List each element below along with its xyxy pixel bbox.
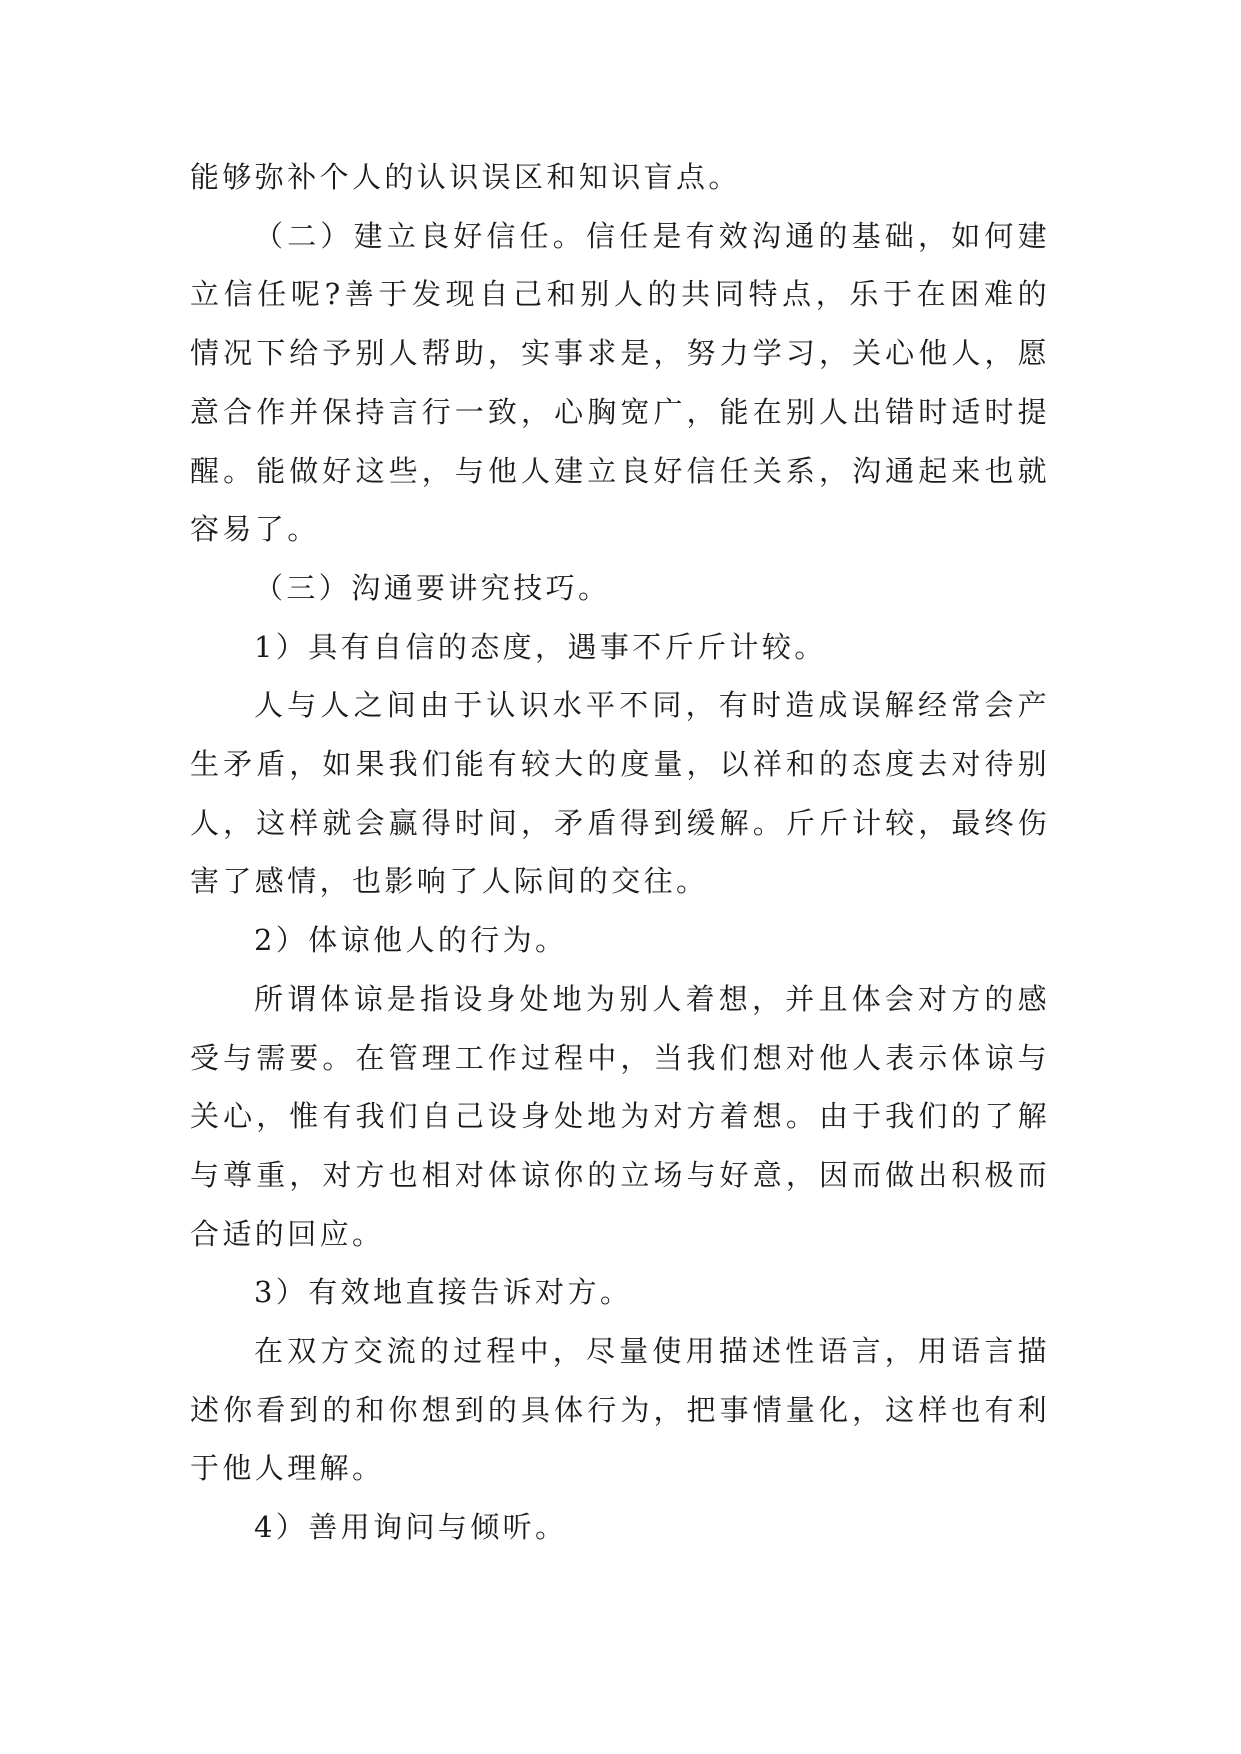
point-2-body: 所谓体谅是指设身处地为别人着想，并且体会对方的感受与需要。在管理工作过程中，当我们想对他人表示体谅与关心，惟有我们自己设身处地为对方着想。由于我们的了解与尊重，对方也相对体谅你的立场与好意，因而做出积极而合适的回应。 bbox=[190, 981, 1050, 1251]
point-3-heading: 3）有效地直接告诉对方。 bbox=[254, 1275, 633, 1310]
section-communication-skills-heading: （三）沟通要讲究技巧。 bbox=[254, 570, 611, 605]
point-4-heading: 4）善用询问与倾听。 bbox=[254, 1510, 568, 1545]
point-3-body: 在双方交流的过程中，尽量使用描述性语言，用语言描述你看到的和你想到的具体行为，把事情量化，这样也有利于他人理解。 bbox=[190, 1334, 1050, 1486]
paragraph-continuation: 能够弥补个人的认识误区和知识盲点。 bbox=[190, 160, 741, 194]
point-2-heading: 2）体谅他人的行为。 bbox=[254, 923, 568, 958]
point-1-heading: 1）具有自信的态度，遇事不斤斤计较。 bbox=[254, 629, 827, 664]
section-build-trust: （二）建立良好信任。信任是有效沟通的基础，如何建立信任呢?善于发现自己和别人的共同特点，乐于在困难的情况下给予别人帮助，实事求是，努力学习，关心他人，愿意合作并保持言行一致，心胸宽广，能在别人出错时适时提醒。能做好这些，与他人建立良好信任关系，沟通起来也就容易了。 bbox=[190, 218, 1050, 547]
document-body bbox=[190, 148, 1050, 1557]
point-1-body: 人与人之间由于认识水平不同，有时造成误解经常会产生矛盾，如果我们能有较大的度量，以祥和的态度去对待别人，这样就会赢得时间，矛盾得到缓解。斤斤计较，最终伤害了感情，也影响了人际间的交往。 bbox=[190, 688, 1050, 899]
